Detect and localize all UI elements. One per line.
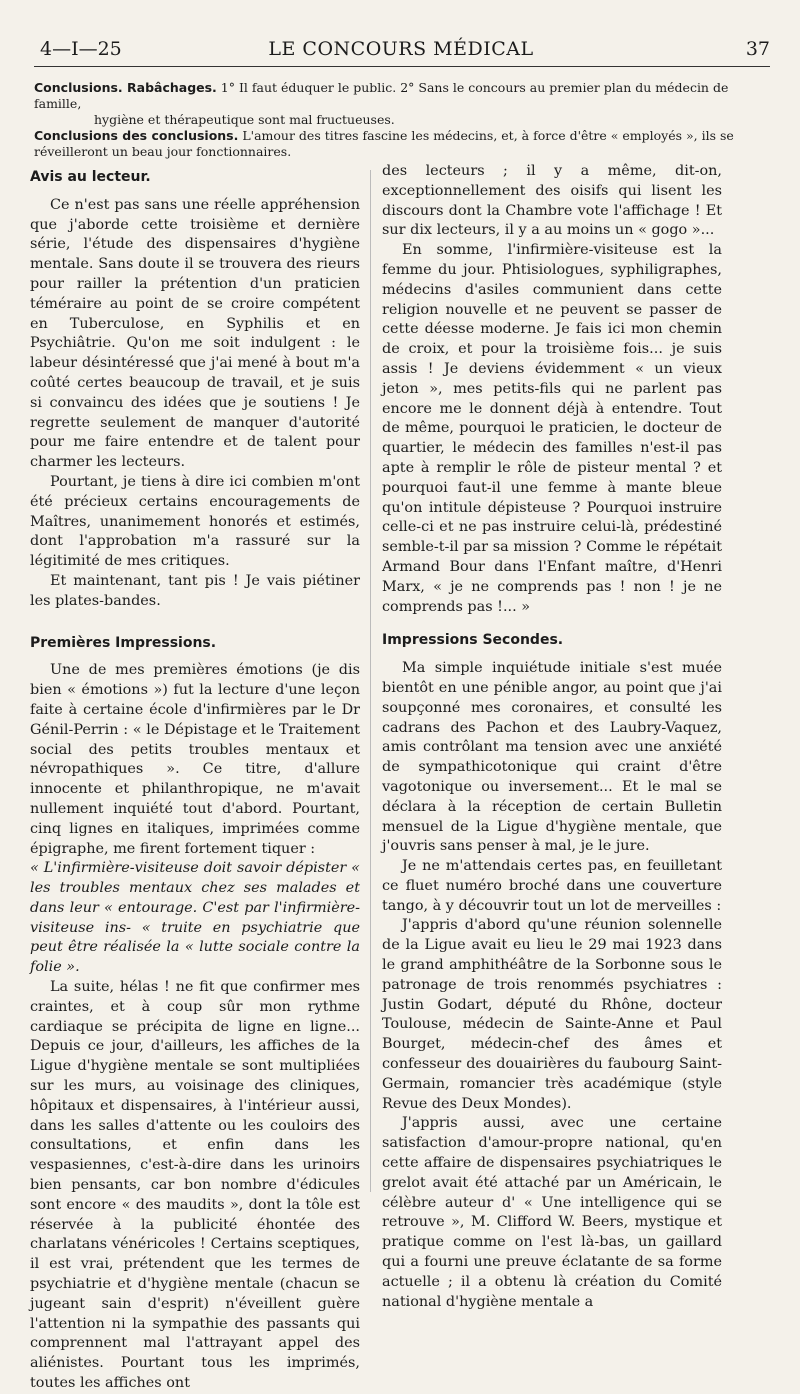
conclusions-text: 1° Il faut éduquer le public. 2° Sans le concours au premier plan du médecin de famille, (34, 80, 729, 111)
paragraph: Pourtant, je tiens à dire ici combien m'ont été précieux certains encouragements de Maîtres, unanimement honorés et estimés, dont l'approbation m'a rassuré sur la légitimité de mes critiques. (30, 473, 360, 570)
paragraph: J'appris d'abord qu'une réunion solennelle de la Ligue avait eu lieu le 29 mai 1923 dans le grand amphithéâtre de la Sorbonne sous le patronage de trois renommés psychiatres : Justin Godart, député du Rhône, docteur Toulouse, médecin de Sainte-Anne et Paul Bourget, médecin-chef des âmes et confesseur des douairières du faubourg Saint-Germain, romancier très académique (style Revue des Deux Mondes). (382, 917, 722, 1112)
journal-title: LE CONCOURS MÉDICAL (268, 38, 534, 60)
paragraph: Ce n'est pas sans une réelle appréhension que j'aborde cette troisième et dernière série, l'étude des dispensaires d'hygiène mentale. Sans doute il se trouvera des rieurs pour railler la prétention d'un praticien téméraire au point de se croire compétent en Tuberculose, en Syphilis et en Psychiâtrie. Qu'on me soit indulgent : le labeur désintéressé que j'ai mené à bout m'a coûté certes beaucoup de travail, et je suis si convaincu des idées que je soutiens ! Je regrette seulement de manquer d'autorité pour me faire entendre et de talent pour charmer les lecteurs. (30, 196, 360, 471)
epigraph-quote: « L'infirmière-visiteuse doit savoir dépister « les troubles mentaux chez ses malades et dans leur « entourage. C'est par l'infirmière-visiteuse ins- « truite en psychiatrie que peut être réalisée la « lutte sociale contre la folie ». (30, 860, 360, 976)
heading-avis-au-lecteur: Avis au lecteur. (30, 169, 151, 185)
paragraph: des lecteurs ; il y a même, dit-on, exceptionnellement des oisifs qui lisent les discours dont la Chambre vote l'affichage ! Et sur dix lecteurs, il y a au moins un « gogo »... (382, 163, 722, 239)
conclusions-of-conclusions-label: Conclusions des conclusions. (34, 128, 239, 143)
header-rule (34, 66, 770, 67)
paragraph: Je ne m'attendais certes pas, en feuilletant ce fluet numéro broché dans une couverture tango, à y découvrir tout un lot de merveilles : (382, 858, 722, 914)
conclusions-of-conclusions-text: L'amour des titres fascine les médecins, et, à force d'être « employés », ils se réveilleront un beau jour fonctionnaires. (34, 128, 734, 159)
paragraph: J'appris aussi, avec une certaine satisfaction d'amour-propre national, qu'en cette affaire de dispensaires psychiatriques le grelot avait été attaché par un Américain, le célèbre auteur d' « Une intelligence qui se retrouve », M. Clifford W. Beers, mystique et pratique comme on l'est là-bas, un gaillard qui a fourni une preuve éclatante de sa forme actuelle ; il a obtenu là création du Comité national d'hygiène mentale a (382, 1115, 722, 1310)
paragraph: Ma simple inquiétude initiale s'est muée bientôt en une pénible angor, au point que j'ai soupçonné mes coronaires, et consulté les cadrans des Pachon et des Laubry-Vaquez, amis contrôlant ma tension avec une anxiété de sympathicotonique qui craint d'être vagotonique ou inversement... Et le mal se déclara à la réception de certain Bulletin mensuel de la Ligue d'hygiène mentale, que j'ouvris sans penser à mal, je le jure. (382, 660, 722, 855)
conclusions-label: Conclusions. Rabâchages. (34, 80, 217, 95)
paragraph: Une de mes premières émotions (je dis bien « émotions ») fut la lecture d'une leçon faite à certaine école d'infirmières par le Dr Génil-Perrin : « le Dépistage et le Traitement social des petits troubles mentaux et névropathiques ». Ce titre, d'allure innocente et philanthropique, ne m'avait nullement inquiété tout d'abord. Pourtant, cinq lignes en italiques, imprimées comme épigraphe, me firent fortement tiquer : (30, 662, 360, 857)
conclusions-block (34, 80, 770, 160)
page-number: 37 (745, 38, 770, 60)
paragraph: Et maintenant, tant pis ! Je vais piétiner les plates-bandes. (30, 572, 360, 609)
paragraph: En somme, l'infirmière-visiteuse est la femme du jour. Phtisiologues, syphiligraphes, médecins d'asiles communient dans cette religion nouvelle et ne peuvent se passer de cette déesse moderne. Je fais ici mon chemin de croix, et pour la troisième fois... je suis assis ! Je deviens évidemment « un vieux jeton », mes petits-fils qui ne parlent pas encore me le donnent déjà à entendre. Tout de même, pourquoi le praticien, le docteur de quartier, le médecin des familles n'est-il pas apte à remplir le rôle de pisteur mental ? et pourquoi faut-il une femme à mante bleue qu'on intitule dépisteuse ? Pourquoi instruire celle-ci et ne pas instruire celui-là, prédestiné semble-t-il par sa mission ? Comme le répétait Armand Bour dans l'Enfant maître, d'Henri Marx, « je ne comprends pas ! non ! je ne comprends pas !... » (382, 242, 722, 615)
right-column (382, 162, 722, 1312)
running-header (32, 38, 770, 68)
paragraph: La suite, hélas ! ne fit que confirmer mes craintes, et à coup sûr mon rythme cardiaque se précipita de ligne en ligne... Depuis ce jour, d'ailleurs, les affiches de la Ligue d'hygiène mentale se sont multipliées sur les murs, au voisinage des cliniques, hôpitaux et dispensaires, à l'intérieur aussi, dans les salles d'attente ou les couloirs des consultations, et enfin dans les vespasiennes, c'est-à-dire dans les urinoirs bien pensants, car bon nombre d'édicules sont encore « des maudits », dont la tôle est réservée à la publicité éhontée des charlatans vénéricoles ! Certains sceptiques, il est vrai, prétendent que les termes de psychiatrie et d'hygiène mentale (chacun se jugeant sain d'esprit) n'éveillent guère l'attention ni la sympathie des passants qui comprennent mal l'attrayant appel des aliénistes. Pourtant tous les imprimés, toutes les affiches ont (30, 979, 360, 1392)
heading-impressions-secondes: Impressions Secondes. (382, 632, 564, 649)
column-divider (370, 170, 371, 1192)
left-column (30, 162, 360, 1394)
conclusions-text-cont: hygiène et thérapeutique sont mal fructueuses. (94, 112, 395, 127)
issue-date: 4—I—25 (40, 38, 122, 60)
heading-premieres-impressions: Premières Impressions. (30, 634, 217, 651)
